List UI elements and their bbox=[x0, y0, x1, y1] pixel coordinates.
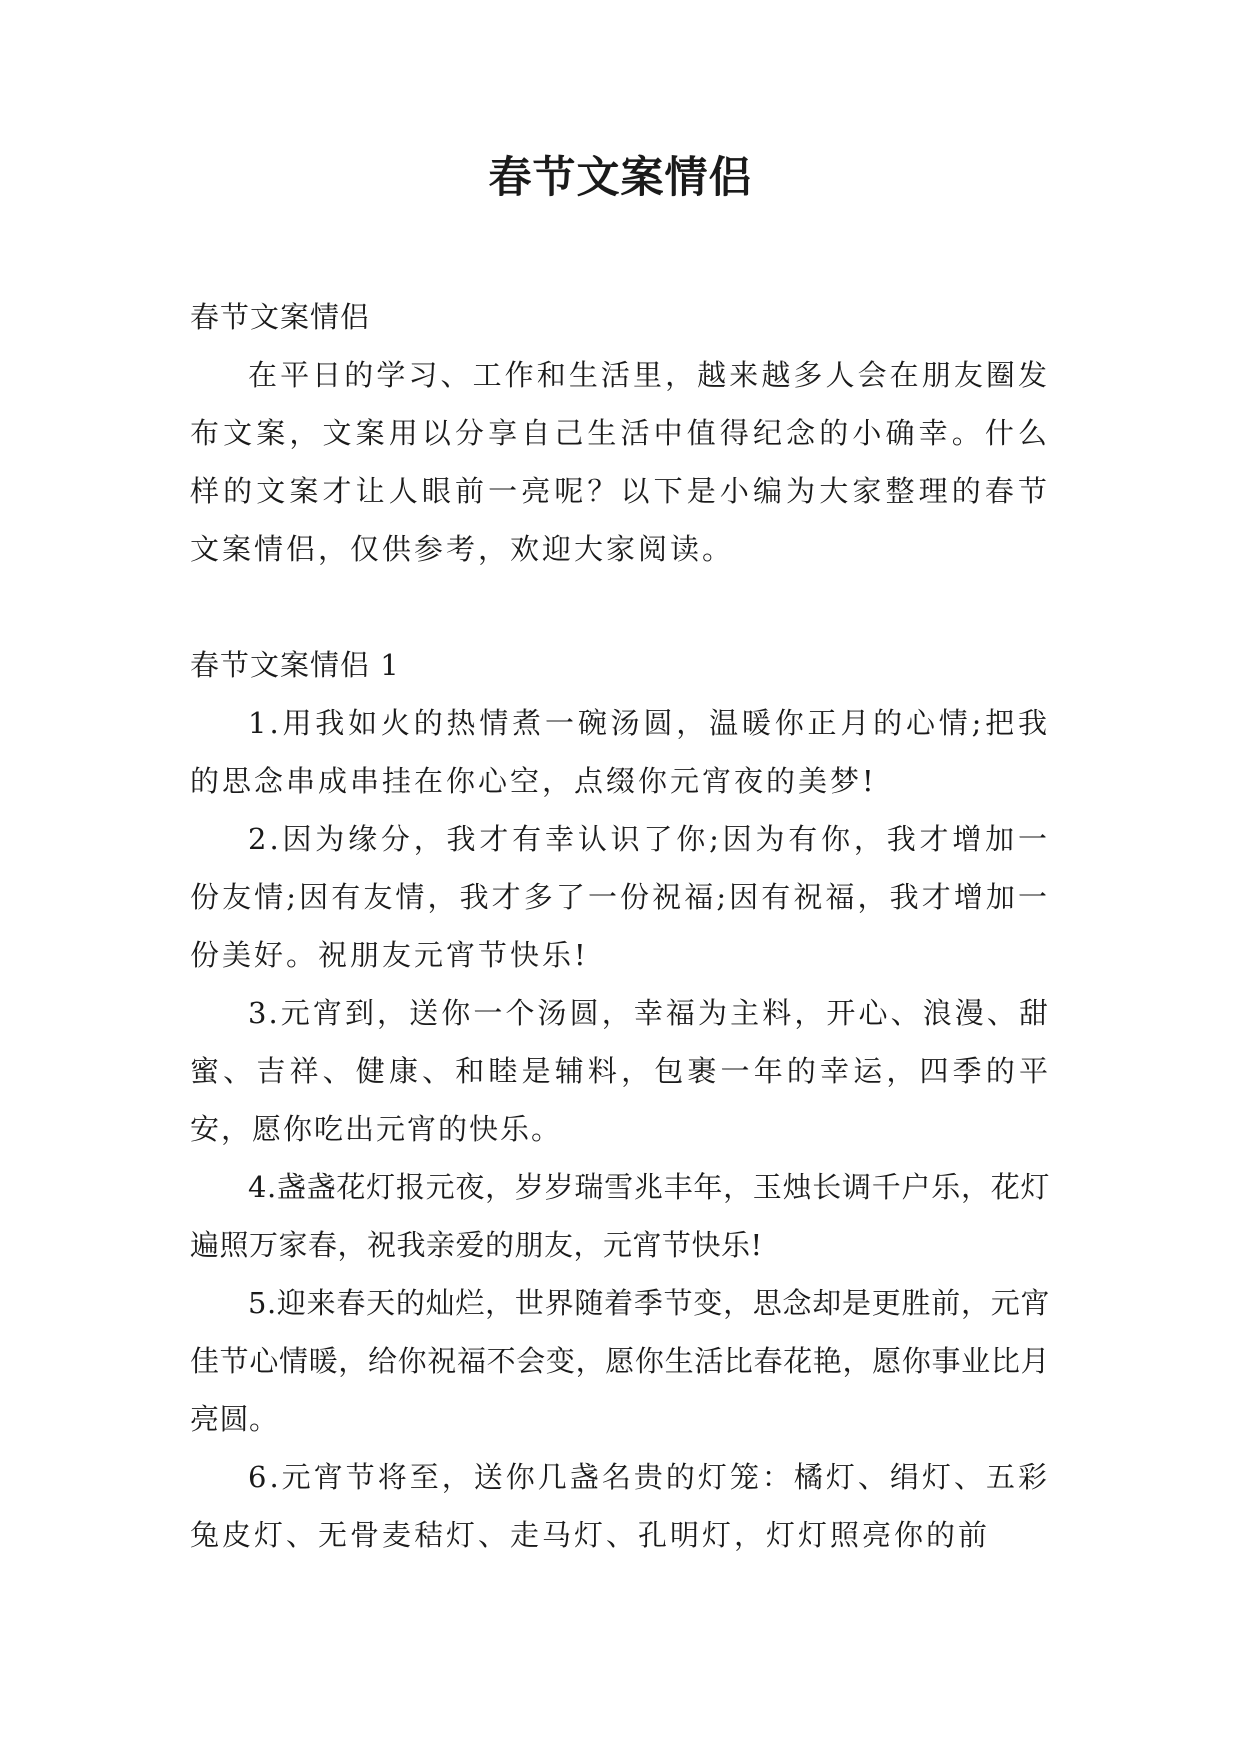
list-item: 4.盏盏花灯报元夜，岁岁瑞雪兆丰年，玉烛长调千户乐，花灯遍照万家春，祝我亲爱的朋友，元宵节快乐! bbox=[190, 1170, 1050, 1262]
document-body bbox=[190, 288, 1050, 1564]
document-title: 春节文案情侣 bbox=[488, 153, 753, 203]
document-subtitle: 春节文案情侣 bbox=[190, 300, 371, 334]
list-item: 2.因为缘分，我才有幸认识了你;因为有你，我才增加一份友情;因有友情，我才多了一份祝福;因有祝福，我才增加一份美好。祝朋友元宵节快乐! bbox=[190, 822, 1050, 972]
list-item: 6.元宵节将至，送你几盏名贵的灯笼：橘灯、绢灯、五彩兔皮灯、无骨麦秸灯、走马灯、孔明灯，灯灯照亮你的前 bbox=[190, 1460, 1050, 1552]
intro-paragraph: 在平日的学习、工作和生活里，越来越多人会在朋友圈发布文案，文案用以分享自己生活中值得纪念的小确幸。什么样的文案才让人眼前一亮呢？以下是小编为大家整理的春节文案情侣，仅供参考，欢迎大家阅读。 bbox=[190, 358, 1050, 566]
list-item: 5.迎来春天的灿烂，世界随着季节变，思念却是更胜前，元宵佳节心情暖，给你祝福不会变，愿你生活比春花艳，愿你事业比月亮圆。 bbox=[190, 1286, 1050, 1436]
section-heading: 春节文案情侣 1 bbox=[190, 648, 400, 682]
list-item: 1.用我如火的热情煮一碗汤圆，温暖你正月的心情;把我的思念串成串挂在你心空，点缀你元宵夜的美梦! bbox=[190, 706, 1050, 798]
list-item: 3.元宵到，送你一个汤圆，幸福为主料，开心、浪漫、甜蜜、吉祥、健康、和睦是辅料，包裹一年的幸运，四季的平安，愿你吃出元宵的快乐。 bbox=[190, 996, 1050, 1146]
